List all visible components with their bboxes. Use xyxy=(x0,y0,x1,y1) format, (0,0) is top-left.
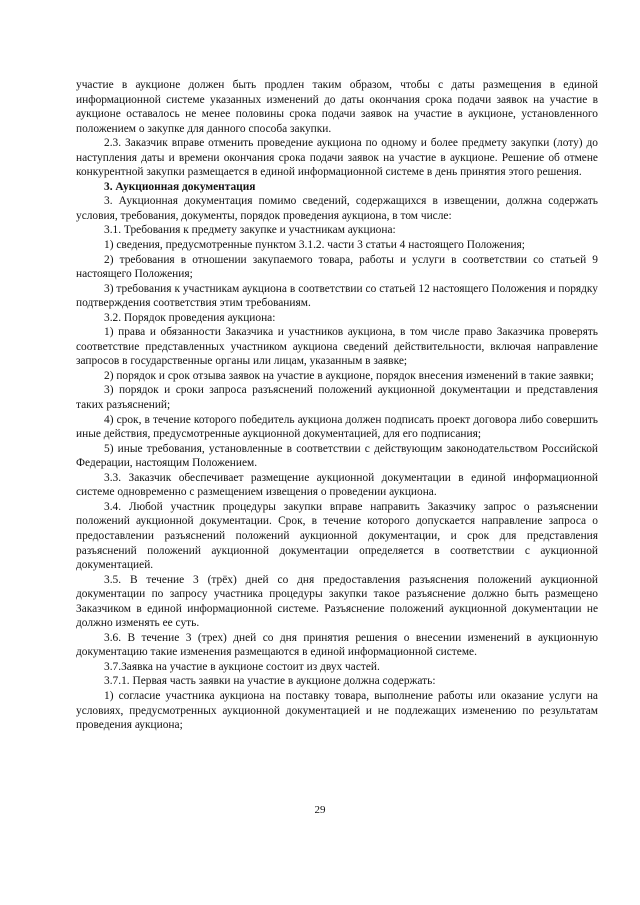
paragraph: участие в аукционе должен быть продлен таким образом, чтобы с даты размещения в единой информационной системе указанных изменений до даты окончания срока подачи заявок на участие в аукционе оставалось не менее половины срока подачи заявок на участие в аукционе, установленного положением о закупке для данного способа закупки. xyxy=(76,79,598,135)
paragraph: 3.2. Порядок проведения аукциона: xyxy=(104,311,276,324)
paragraph: 3.7.Заявка на участие в аукционе состоит из двух частей. xyxy=(104,660,380,673)
paragraph: 1) согласие участника аукциона на поставку товара, выполнение работы или оказание услуги на условиях, предусмотренных аукционной документацией и не подлежащих изменению по результатам проведения аукциона; xyxy=(76,689,598,732)
paragraph: 2) требования в отношении закупаемого товара, работы и услуги в соответствии со статьей 9 настоящего Положения; xyxy=(76,253,598,281)
paragraph: 2) порядок и срок отзыва заявок на участие в аукционе, порядок внесения изменений в такие заявки; xyxy=(104,369,594,382)
paragraph: 3.5. В течение 3 (трёх) дней со дня предоставления разъяснения положений аукционной документации по запросу участника процедуры закупки такое разъяснение должно быть размещено Заказчиком в единой информационной системе. Разъяснение положений аукционной документации не должно изменять ее суть. xyxy=(76,573,598,630)
paragraph: 3.7.1. Первая часть заявки на участие в аукционе должна содержать: xyxy=(104,675,436,688)
paragraph: 3.1. Требования к предмету закупке и участникам аукциона: xyxy=(104,224,396,237)
paragraph: 3. Аукционная документация помимо сведений, содержащихся в извещении, должна содержать условия, требования, документы, порядок проведения аукциона, в том числе: xyxy=(76,195,598,222)
paragraph: 1) сведения, предусмотренные пунктом 3.1.2. части 3 статьи 4 настоящего Положения; xyxy=(104,239,525,252)
page-number: 29 xyxy=(314,804,326,816)
document-body xyxy=(76,78,598,733)
paragraph: 1) права и обязанности Заказчика и участников аукциона, в том числе право Заказчика проверять соответствие представленных участником аукциона сведений действительности, включая направление запросов в государственные органы или лицам, указанным в заявке; xyxy=(76,326,598,368)
paragraph: 3.4. Любой участник процедуры закупки вправе направить Заказчику запрос о разъяснении положений аукционной документации. Срок, в течение которого допускается направление запроса о предоставлении разъяснений положений аукционной документации, и срок для представления разъяснений положений аукционной документации определяется в соответствии с аукционной документацией. xyxy=(76,500,598,572)
paragraph: 3.6. В течение 3 (трех) дней со дня принятия решения о внесении изменений в аукционную документацию такие изменения размещаются в единой информационной системе. xyxy=(76,631,598,659)
section-heading: 3. Аукционная документация xyxy=(104,180,256,193)
paragraph: 5) иные требования, установленные в соответствии с действующим законодательством Российской Федерации, настоящим Положением. xyxy=(76,442,598,470)
paragraph: 2.3. Заказчик вправе отменить проведение аукциона по одному и более предмету закупки (лоту) до наступления даты и времени окончания срока подачи заявок на участие в аукционе. Решение об отмене конкурентной закупки размещается в единой информационной системе в день принятия этого решения. xyxy=(76,137,598,179)
paragraph: 3) требования к участникам аукциона в соответствии со статьей 12 настоящего Положения и порядку подтверждения соответствия этим требованиям. xyxy=(76,282,598,310)
paragraph: 3.3. Заказчик обеспечивает размещение аукционной документации в единой информационной системе одновременно с размещением извещения о проведении аукциона. xyxy=(76,471,598,499)
paragraph: 3) порядок и сроки запроса разъяснений положений аукционной документации и представления таких разъяснений; xyxy=(76,384,598,412)
paragraph: 4) срок, в течение которого победитель аукциона должен подписать проект договора либо совершить иные действия, предусмотренные аукционной документацией, для его подписания; xyxy=(76,413,598,441)
